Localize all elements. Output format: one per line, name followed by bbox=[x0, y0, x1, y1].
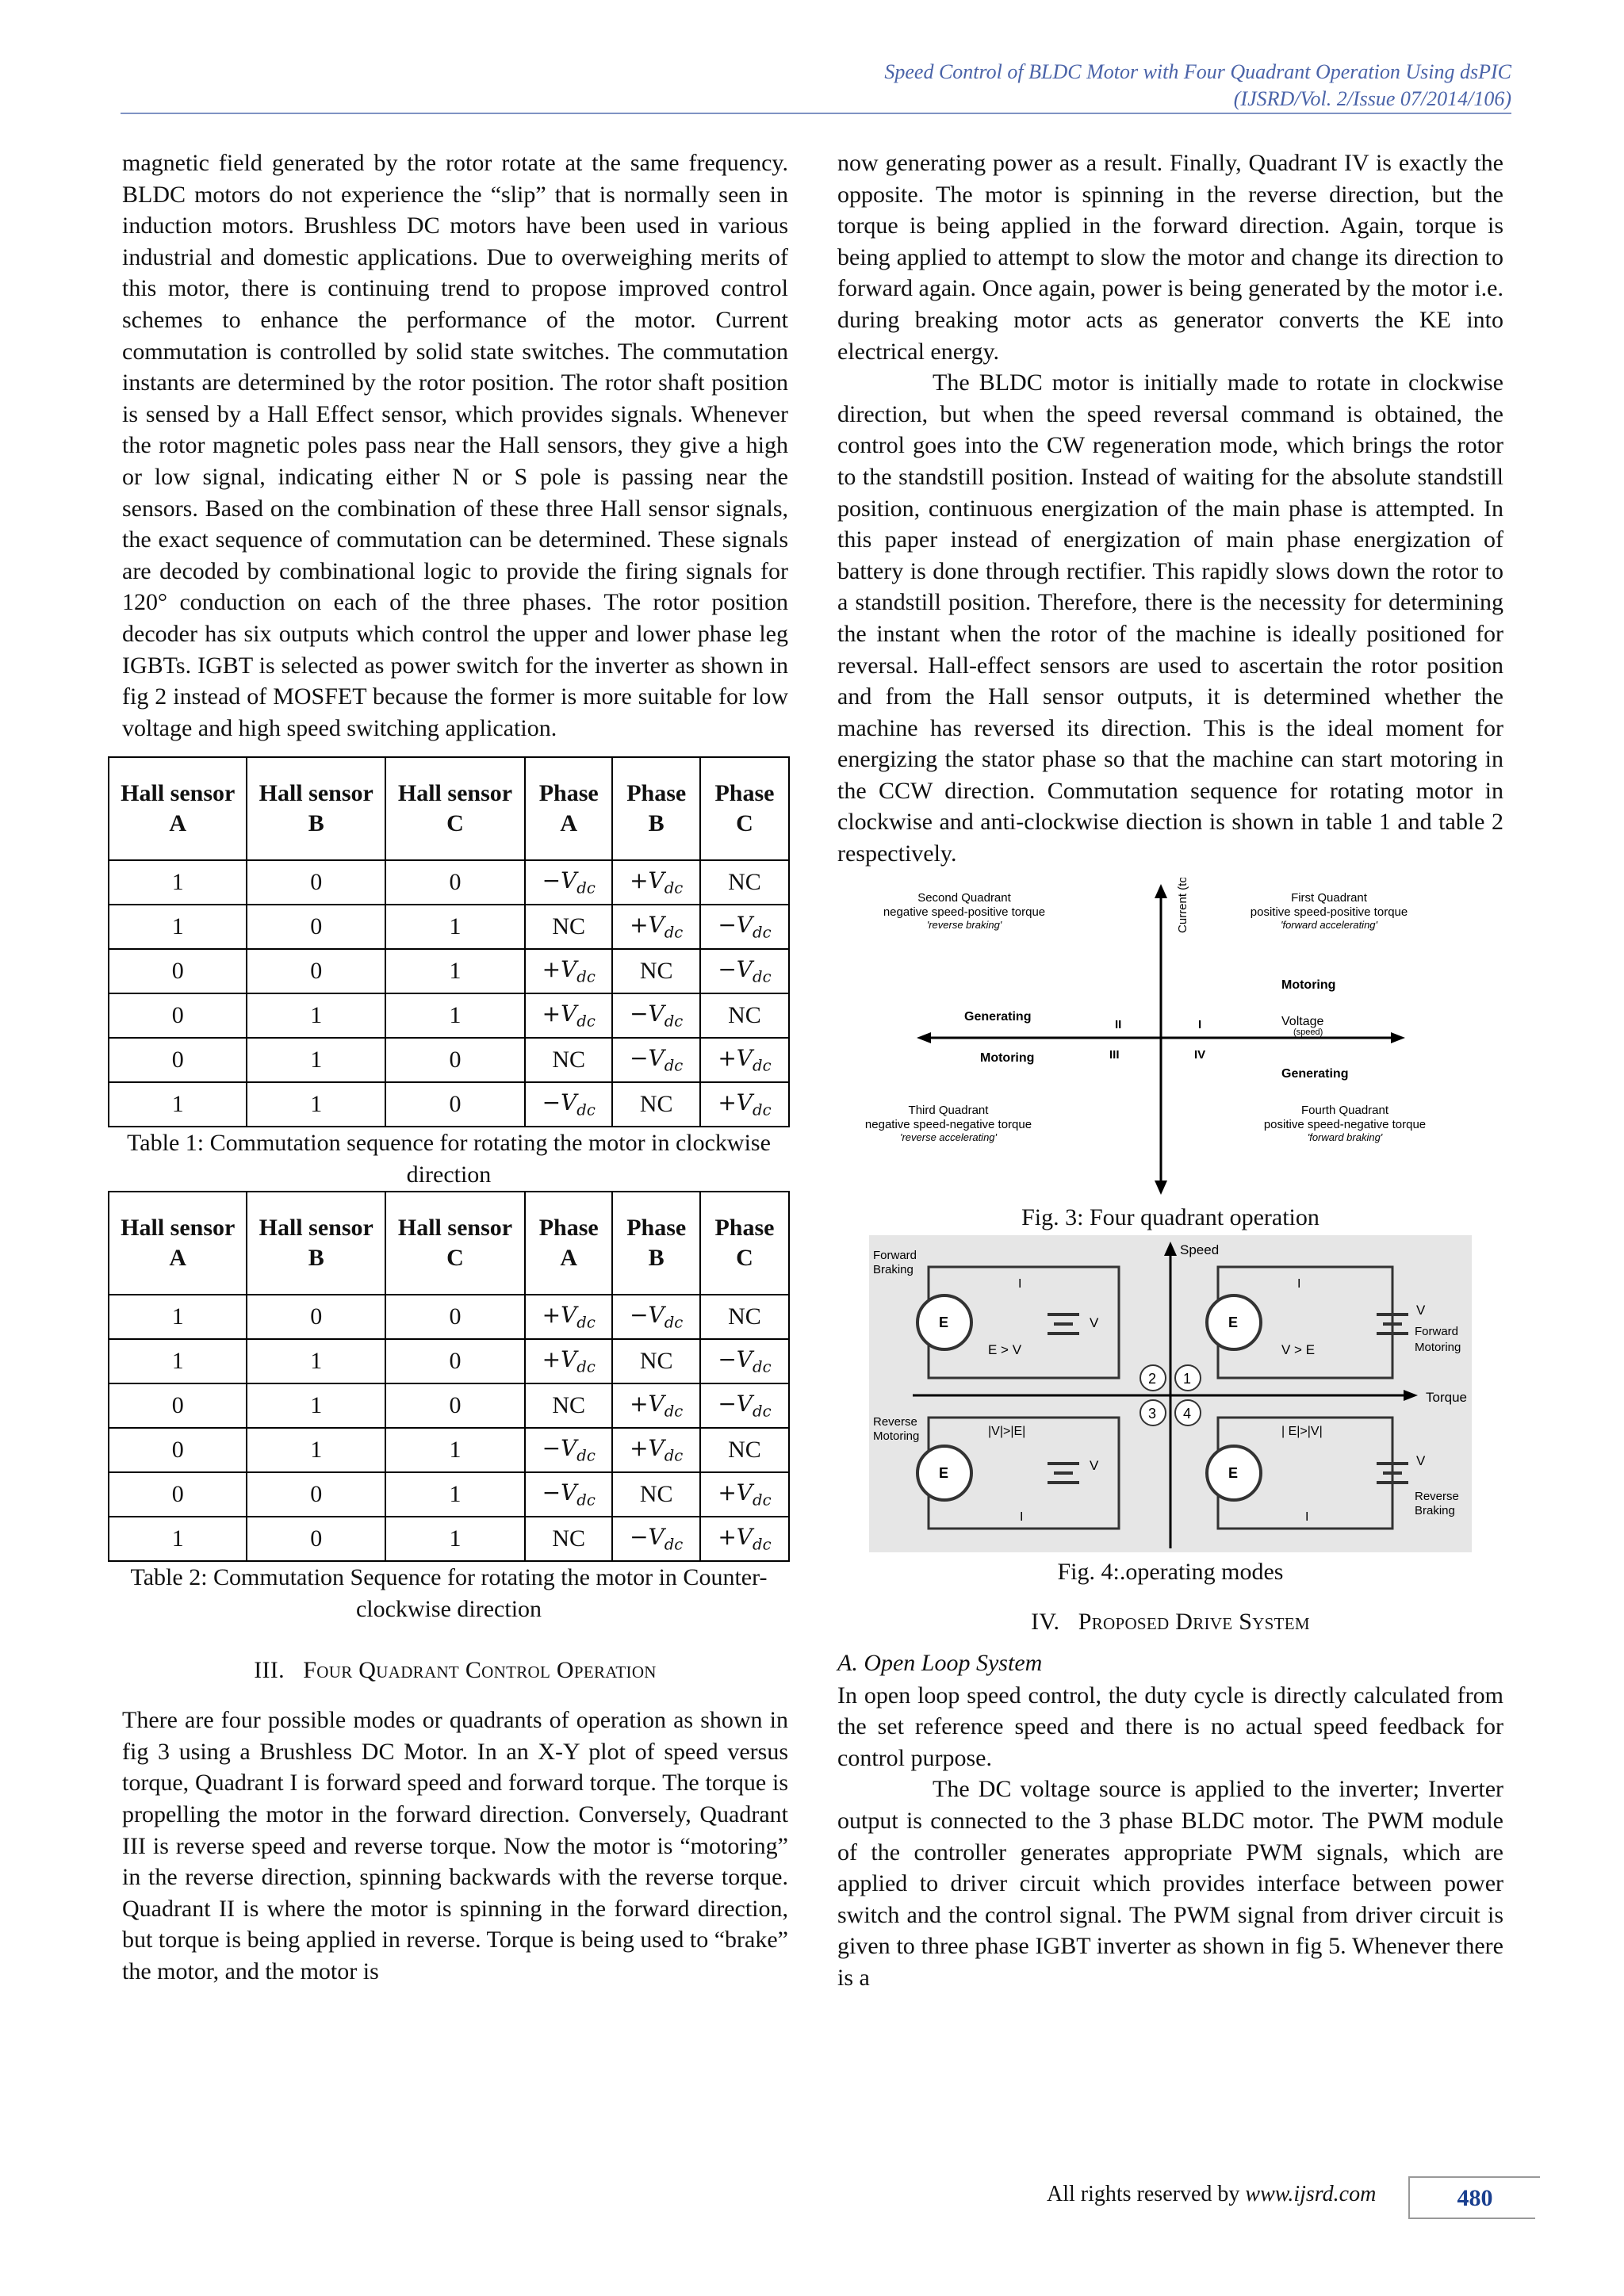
table-2-cell-value: 1 bbox=[171, 1303, 184, 1330]
q4-mode: 'forward braking' bbox=[1307, 1131, 1383, 1143]
table-2-cell bbox=[700, 1517, 789, 1561]
axis-current-label: Current (torque) bbox=[1176, 877, 1189, 933]
table-2-cell-value: 0 bbox=[171, 1437, 184, 1464]
table-1-cell bbox=[247, 993, 385, 1038]
table-1-row bbox=[109, 905, 789, 949]
table-2-cell-value: $-V_{dc}$ bbox=[718, 1391, 772, 1422]
v-label: V bbox=[1416, 1302, 1426, 1318]
table-1-cell bbox=[385, 993, 525, 1038]
table-1-cell-value: 0 bbox=[171, 1002, 184, 1029]
table-1-cell bbox=[700, 1038, 789, 1082]
table-2-cell-value: 0 bbox=[449, 1303, 462, 1330]
footer-rule bbox=[1408, 2218, 1535, 2219]
table-1-cell bbox=[109, 860, 247, 905]
table-1-cell-value: $-V_{dc}$ bbox=[630, 1045, 684, 1076]
q4-desc: positive speed-negative torque bbox=[1263, 1117, 1427, 1131]
table-2-cell bbox=[525, 1428, 612, 1472]
table-2-caption: Table 2: Commutation Sequence for rotating the motor in Counter-clockwise direction bbox=[130, 1564, 768, 1623]
right-paragraph-4: The DC voltage source is applied to the inverter; Inverter output is connected to the 3 phase BLDC motor. The PWM module of the controller generates appropriate PWM signals, which are applied to driver circuit which provides interface between power switch and the control signal. The PWM signal from driver circuit is given to three phase IGBT inverter as shown in fig 5. Whenever there is a bbox=[837, 1776, 1503, 1991]
table-2-cell bbox=[385, 1383, 525, 1428]
figure-3 bbox=[837, 878, 1503, 1234]
axis-speed-sublabel: (speed) bbox=[1293, 1027, 1323, 1037]
table-1-cell-value: $-V_{dc}$ bbox=[718, 956, 772, 987]
table-2-cell bbox=[525, 1339, 612, 1383]
table-2-cell-value: $-V_{dc}$ bbox=[630, 1302, 684, 1333]
table-2-cell bbox=[700, 1472, 789, 1517]
table-1-cell bbox=[525, 949, 612, 993]
table-1-cell-value: 0 bbox=[171, 1047, 184, 1073]
table-1-cell-value: 0 bbox=[171, 958, 184, 985]
table-2-cell bbox=[385, 1295, 525, 1339]
table-1-cell bbox=[700, 905, 789, 949]
footer-text: All rights reserved by bbox=[1047, 2182, 1240, 2206]
q2-desc: negative speed-positive torque bbox=[883, 905, 1046, 919]
section-4-heading bbox=[837, 1609, 1503, 1636]
table-1-cell-value: 0 bbox=[310, 913, 323, 940]
table-2-cell-value: 1 bbox=[310, 1348, 323, 1375]
table-2-cell bbox=[700, 1295, 789, 1339]
abse-gt-v-label: | E|>|V| bbox=[1281, 1424, 1323, 1438]
q1-desc: positive speed-positive torque bbox=[1250, 905, 1408, 919]
reverse-braking-label-1: Reverse bbox=[1415, 1489, 1459, 1503]
figure-4 bbox=[837, 1235, 1503, 1588]
section-4-number: IV. bbox=[1031, 1608, 1060, 1635]
table-1-header: Hall sensor B bbox=[247, 757, 385, 860]
mode-1-number: 1 bbox=[1183, 1370, 1192, 1387]
table-2-cell-value: $+V_{dc}$ bbox=[718, 1479, 772, 1510]
table-1-cell-value: $+V_{dc}$ bbox=[542, 956, 596, 987]
table-2-header: Hall sensor C bbox=[385, 1192, 525, 1295]
table-2-cell bbox=[247, 1428, 385, 1472]
table-1-cell-value: $+V_{dc}$ bbox=[542, 1001, 596, 1031]
table-2-cell bbox=[525, 1383, 612, 1428]
table-1-cell bbox=[109, 1082, 247, 1127]
table-2-cell bbox=[385, 1517, 525, 1561]
table-2-cell bbox=[385, 1339, 525, 1383]
table-2-cell bbox=[247, 1472, 385, 1517]
table-1-cell bbox=[525, 1082, 612, 1127]
table-1-body bbox=[109, 860, 789, 1127]
table-1-cell bbox=[700, 860, 789, 905]
forward-motoring-label-1: Forward bbox=[1415, 1324, 1459, 1338]
table-1-cell bbox=[385, 1082, 525, 1127]
table-2-cell bbox=[247, 1517, 385, 1561]
current-label: I bbox=[1018, 1276, 1022, 1291]
right-paragraph-3: In open loop speed control, the duty cycle is directly calculated from the set reference speed and there is no actual speed feedback for control purpose. bbox=[837, 1682, 1503, 1771]
quadrant-I-label: I bbox=[1198, 1017, 1202, 1031]
table-1-caption: Table 1: Commutation sequence for rotating the motor in clockwise direction bbox=[127, 1130, 771, 1188]
table-1-header: Hall sensor A bbox=[109, 757, 247, 860]
subsection-a-heading: A. Open Loop System bbox=[837, 1649, 1043, 1676]
table-1-cell bbox=[525, 905, 612, 949]
emf-label: E bbox=[939, 1314, 949, 1330]
table-1-cell-value: 0 bbox=[449, 1091, 462, 1118]
table-2-cell bbox=[612, 1517, 699, 1561]
emf-label: E bbox=[1228, 1314, 1239, 1330]
table-2-cell-value: 1 bbox=[171, 1348, 184, 1375]
table-2-cell-value: $-V_{dc}$ bbox=[718, 1346, 772, 1377]
torque-label: Torque bbox=[1426, 1389, 1467, 1405]
table-1-cell-value: $+V_{dc}$ bbox=[630, 912, 684, 943]
table-1-cell-value: $-V_{dc}$ bbox=[542, 867, 596, 898]
table-2-cell-value: $-V_{dc}$ bbox=[542, 1479, 596, 1510]
table-1 bbox=[108, 756, 790, 1127]
table-2-cell-value: $+V_{dc}$ bbox=[542, 1346, 596, 1377]
table-2-cell bbox=[385, 1428, 525, 1472]
table-2-row bbox=[109, 1517, 789, 1561]
table-2-cell-value: 0 bbox=[449, 1348, 462, 1375]
four-quadrant-diagram bbox=[837, 878, 1503, 1195]
table-1-cell bbox=[247, 1038, 385, 1082]
table-1-cell bbox=[247, 860, 385, 905]
axis-voltage-label: Voltage bbox=[1281, 1014, 1324, 1028]
table-2-cell bbox=[612, 1472, 699, 1517]
table-1-cell bbox=[247, 905, 385, 949]
table-2-cell-value: 1 bbox=[310, 1392, 323, 1419]
table-1-header: Phase C bbox=[700, 757, 789, 860]
table-2-cell-value: 0 bbox=[171, 1481, 184, 1508]
table-1-row bbox=[109, 949, 789, 993]
table-1-cell-value: 1 bbox=[171, 913, 184, 940]
table-2-cell bbox=[700, 1339, 789, 1383]
forward-braking-label-1: Forward bbox=[873, 1248, 917, 1262]
table-1-row bbox=[109, 1038, 789, 1082]
q2-title: Second Quadrant bbox=[917, 890, 1011, 905]
table-1-cell-value: 1 bbox=[449, 913, 462, 940]
table-1-cell-value: 1 bbox=[310, 1047, 323, 1073]
table-1-cell bbox=[247, 1082, 385, 1127]
table-2-cell bbox=[525, 1472, 612, 1517]
absv-gt-e-label: |V|>|E| bbox=[988, 1424, 1026, 1438]
reverse-motoring-label-1: Reverse bbox=[873, 1414, 917, 1429]
table-1-cell bbox=[385, 949, 525, 993]
table-2-cell-value: NC bbox=[728, 1437, 761, 1464]
table-1-cell-value: 1 bbox=[449, 1002, 462, 1029]
table-1-cell-value: NC bbox=[639, 958, 673, 985]
table-1-cell bbox=[247, 949, 385, 993]
table-2-row bbox=[109, 1428, 789, 1472]
table-1-cell-value: NC bbox=[639, 1091, 673, 1118]
table-2-cell-value: NC bbox=[728, 1303, 761, 1330]
q4-title: Fourth Quadrant bbox=[1300, 1103, 1389, 1117]
left-paragraph-2: There are four possible modes or quadrants of operation as shown in fig 3 using a Brushless DC Motor. In an X-Y plot of speed versus torque, Quadrant I is forward speed and forward torque. The torque is propelling the motor in the forward direction. Conversely, Quadrant III is reverse speed and reverse torque. Now the motor is “motoring” in the reverse direction, spinning backwards with the reverse torque. Quadrant II is where the motor is spinning in the forward direction, but torque is being applied in reverse. Torque is being used to “brake” the motor, and the motor is bbox=[122, 1707, 788, 1985]
table-1-cell bbox=[109, 949, 247, 993]
table-1-header-row bbox=[109, 757, 789, 860]
label-generating-q2: Generating bbox=[964, 1009, 1032, 1024]
v-label: V bbox=[1416, 1452, 1426, 1468]
table-2-cell-value: 0 bbox=[310, 1481, 323, 1508]
table-1-cell bbox=[109, 905, 247, 949]
table-2-cell bbox=[700, 1383, 789, 1428]
right-paragraph-2: The BLDC motor is initially made to rotate in clockwise direction, but when the speed reversal command is obtained, the control goes into the CW regeneration mode, which brings the rotor to the standstill position. Instead of waiting for the absolute standstill position, continuous energization of the main phase is attempted. In this paper instead of energization of main phase energization of battery is done through rectifier. This rapidly slows down the rotor to a standstill position. Therefore, there is the necessity for determining the instant when the rotor of the machine is ideally positioned for reversal. Hall-effect sensors are used to ascertain the rotor position and from the Hall sensor outputs, it is determined whether the machine has reversed its direction. This is the ideal moment for energizing the stator phase so that the machine can start motoring in the CCW direction. Commutation sequence for rotating motor in clockwise and anti-clockwise diection is shown in table 1 and table 2 respectively. bbox=[837, 369, 1503, 867]
table-2-cell-value: $+V_{dc}$ bbox=[718, 1524, 772, 1555]
table-1-row bbox=[109, 1082, 789, 1127]
table-1-cell-value: 1 bbox=[171, 1091, 184, 1118]
table-1-cell bbox=[525, 1038, 612, 1082]
table-1-header: Hall sensor C bbox=[385, 757, 525, 860]
table-1-cell-value: NC bbox=[728, 869, 761, 896]
table-2-cell bbox=[109, 1339, 247, 1383]
table-2-cell bbox=[109, 1295, 247, 1339]
table-2-cell bbox=[525, 1295, 612, 1339]
table-1-cell-value: 1 bbox=[310, 1002, 323, 1029]
table-1-cell bbox=[385, 860, 525, 905]
header-citation: (IJSRD/Vol. 2/Issue 07/2014/106) bbox=[1233, 87, 1511, 110]
table-1-cell-value: 0 bbox=[310, 869, 323, 896]
table-1-cell-value: $+V_{dc}$ bbox=[630, 867, 684, 898]
table-2 bbox=[108, 1191, 790, 1562]
table-2-cell bbox=[109, 1517, 247, 1561]
label-generating-q4: Generating bbox=[1281, 1066, 1349, 1081]
table-1-cell bbox=[109, 1038, 247, 1082]
table-2-cell bbox=[247, 1295, 385, 1339]
mode-4-number: 4 bbox=[1183, 1405, 1192, 1422]
table-2-cell bbox=[525, 1517, 612, 1561]
table-1-cell-value: 0 bbox=[449, 869, 462, 896]
operating-modes-diagram bbox=[837, 1235, 1503, 1552]
table-1-cell bbox=[612, 993, 699, 1038]
emf-label: E bbox=[939, 1464, 949, 1481]
table-2-cell bbox=[700, 1428, 789, 1472]
header-title: Speed Control of BLDC Motor with Four Quadrant Operation Using dsPIC bbox=[884, 60, 1511, 83]
table-1-cell-value: NC bbox=[552, 913, 586, 940]
quadrant-III-label: III bbox=[1109, 1047, 1120, 1062]
speed-label: Speed bbox=[1180, 1242, 1220, 1257]
section-3-heading bbox=[122, 1657, 788, 1684]
table-2-header: Phase B bbox=[612, 1192, 699, 1295]
header-rule bbox=[121, 113, 1511, 114]
table-1-cell-value: $+V_{dc}$ bbox=[718, 1045, 772, 1076]
table-2-cell bbox=[109, 1472, 247, 1517]
table-2-cell-value: $+V_{dc}$ bbox=[542, 1302, 596, 1333]
table-2-cell-value: 1 bbox=[449, 1437, 462, 1464]
forward-motoring-label-2: Motoring bbox=[1415, 1340, 1461, 1354]
table-1-cell bbox=[612, 1082, 699, 1127]
table-2-cell-value: 0 bbox=[171, 1392, 184, 1419]
table-2-row bbox=[109, 1295, 789, 1339]
table-2-row bbox=[109, 1383, 789, 1428]
table-2-cell-value: NC bbox=[552, 1392, 586, 1419]
table-2-cell bbox=[247, 1383, 385, 1428]
q1-mode: 'forward accelerating' bbox=[1280, 918, 1378, 931]
right-paragraph-1: now generating power as a result. Finally, Quadrant IV is exactly the opposite. The motor is spinning in the reverse direction, but the torque is being applied in the forward direction. Again, torque is being applied to attempt to slow the motor and change its direction to forward again. Once again, power is being generated by the motor i.e. during breaking motor acts as generator converts the KE into electrical energy. bbox=[837, 150, 1503, 365]
page-number: 480 bbox=[1408, 2176, 1540, 2219]
table-1-cell bbox=[385, 905, 525, 949]
quadrant-IV-label: IV bbox=[1194, 1047, 1206, 1062]
table-1-cell bbox=[109, 993, 247, 1038]
table-2-cell-value: 1 bbox=[449, 1525, 462, 1552]
table-2-cell-value: 1 bbox=[171, 1525, 184, 1552]
table-1-header: Phase A bbox=[525, 757, 612, 860]
q3-desc: negative speed-negative torque bbox=[864, 1117, 1032, 1131]
table-2-cell bbox=[612, 1428, 699, 1472]
table-2-cell-value: 1 bbox=[310, 1437, 323, 1464]
footer bbox=[1047, 2182, 1376, 2207]
e-gt-v-label: E > V bbox=[988, 1341, 1022, 1357]
table-2-cell bbox=[612, 1295, 699, 1339]
table-1-cell-value: $-V_{dc}$ bbox=[542, 1089, 596, 1120]
table-1-cell bbox=[612, 1038, 699, 1082]
table-1-row bbox=[109, 993, 789, 1038]
table-2-cell bbox=[385, 1472, 525, 1517]
section-4-title: Proposed Drive System bbox=[1078, 1608, 1310, 1635]
q3-title: Third Quadrant bbox=[908, 1103, 989, 1117]
table-2-row bbox=[109, 1339, 789, 1383]
quadrant-II-label: II bbox=[1115, 1017, 1122, 1031]
table-1-cell-value: NC bbox=[552, 1047, 586, 1073]
footer-site-link[interactable]: www.ijsrd.com bbox=[1245, 2182, 1377, 2206]
v-label: V bbox=[1090, 1314, 1099, 1330]
running-header bbox=[884, 59, 1511, 113]
table-2-cell bbox=[109, 1383, 247, 1428]
table-2-cell-value: 0 bbox=[310, 1525, 323, 1552]
table-1-cell-value: 1 bbox=[449, 958, 462, 985]
left-paragraph-1: magnetic field generated by the rotor rotate at the same frequency. BLDC motors do not experience the “slip” that is normally seen in induction motors. Brushless DC motors have been used in various industrial and domestic applications. Due to overweighing merits of this motor, there is continuing trend to propose improved control schemes to enhance the performance of the motor. Current commutation is controlled by solid state switches. The commutation instants are determined by the rotor position. The rotor shaft position is sensed by a Hall Effect sensor, which provides signals. Whenever the rotor magnetic poles pass near the Hall sensors, they give a high or low signal, indicating either N or S pole is passing near the sensors. Based on the combination of these three Hall sensor signals, the exact sequence of commutation can be determined. These signals are decoded by combinational logic to provide the firing signals for 120° conduction on each of the three phases. The rotor position decoder has six outputs which control the upper and lower phase leg IGBTs. IGBT is selected as power switch for the inverter as shown in fig 2 instead of MOSFET because the former is more suitable for low voltage and high speed switching application. bbox=[122, 150, 788, 741]
q2-mode: 'reverse braking' bbox=[926, 918, 1002, 931]
table-1-cell-value: 1 bbox=[171, 869, 184, 896]
table-2-header: Phase C bbox=[700, 1192, 789, 1295]
table-1-cell-value: $-V_{dc}$ bbox=[718, 912, 772, 943]
table-1-header: Phase B bbox=[612, 757, 699, 860]
table-1-cell-value: 1 bbox=[310, 1091, 323, 1118]
table-2-cell bbox=[612, 1383, 699, 1428]
table-1-cell bbox=[700, 949, 789, 993]
table-1-cell bbox=[525, 860, 612, 905]
right-column bbox=[837, 147, 1503, 1994]
mode-2-number: 2 bbox=[1148, 1370, 1157, 1387]
figure-3-caption: Fig. 3: Four quadrant operation bbox=[1021, 1203, 1320, 1230]
current-label: I bbox=[1305, 1510, 1309, 1524]
mode-3-number: 3 bbox=[1148, 1405, 1157, 1422]
section-3-title: Four Quadrant Control Operation bbox=[303, 1657, 657, 1684]
table-2-cell-value: $+V_{dc}$ bbox=[630, 1435, 684, 1466]
table-2-cell-value: $-V_{dc}$ bbox=[630, 1524, 684, 1555]
table-2-cell bbox=[247, 1339, 385, 1383]
table-1-cell bbox=[700, 1082, 789, 1127]
reverse-braking-label-2: Braking bbox=[1415, 1503, 1455, 1517]
table-1-cell bbox=[612, 860, 699, 905]
table-2-cell-value: $-V_{dc}$ bbox=[542, 1435, 596, 1466]
table-1-cell bbox=[385, 1038, 525, 1082]
table-2-row bbox=[109, 1472, 789, 1517]
table-2-cell bbox=[612, 1339, 699, 1383]
current-label: I bbox=[1297, 1276, 1301, 1291]
table-1-cell-value: $-V_{dc}$ bbox=[630, 1001, 684, 1031]
table-1-cell-value: $+V_{dc}$ bbox=[718, 1089, 772, 1120]
table-1-row bbox=[109, 860, 789, 905]
table-1-cell bbox=[612, 949, 699, 993]
emf-label: E bbox=[1228, 1464, 1239, 1481]
v-gt-e-label: V > E bbox=[1281, 1341, 1316, 1357]
table-1-cell-value: 0 bbox=[449, 1047, 462, 1073]
table-2-body bbox=[109, 1295, 789, 1561]
section-3-number: III. bbox=[254, 1657, 285, 1684]
table-1-cell-value: NC bbox=[728, 1002, 761, 1029]
label-motoring-q1: Motoring bbox=[1281, 978, 1336, 992]
table-1-cell bbox=[525, 993, 612, 1038]
label-motoring-q3: Motoring bbox=[980, 1050, 1035, 1065]
table-2-header: Phase A bbox=[525, 1192, 612, 1295]
q1-title: First Quadrant bbox=[1291, 890, 1367, 905]
table-1-cell-value: 0 bbox=[310, 958, 323, 985]
table-2-cell-value: $+V_{dc}$ bbox=[630, 1391, 684, 1422]
left-column bbox=[122, 147, 788, 1988]
table-2-header-row bbox=[109, 1192, 789, 1295]
table-2-cell bbox=[109, 1428, 247, 1472]
table-2-header: Hall sensor A bbox=[109, 1192, 247, 1295]
table-2-cell-value: NC bbox=[552, 1525, 586, 1552]
figure-4-caption: Fig. 4:.operating modes bbox=[1057, 1558, 1284, 1585]
q3-mode: 'reverse accelerating' bbox=[899, 1131, 998, 1143]
table-2-cell-value: 0 bbox=[310, 1303, 323, 1330]
forward-braking-label-2: Braking bbox=[873, 1262, 914, 1276]
table-1-cell bbox=[612, 905, 699, 949]
reverse-motoring-label-2: Motoring bbox=[873, 1429, 920, 1443]
table-1-cell bbox=[700, 993, 789, 1038]
table-2-cell-value: NC bbox=[639, 1481, 673, 1508]
v-label: V bbox=[1090, 1457, 1099, 1473]
table-2-header: Hall sensor B bbox=[247, 1192, 385, 1295]
table-2-cell-value: NC bbox=[639, 1348, 673, 1375]
table-2-cell-value: 1 bbox=[449, 1481, 462, 1508]
table-2-cell-value: 0 bbox=[449, 1392, 462, 1419]
current-label: I bbox=[1020, 1510, 1024, 1524]
